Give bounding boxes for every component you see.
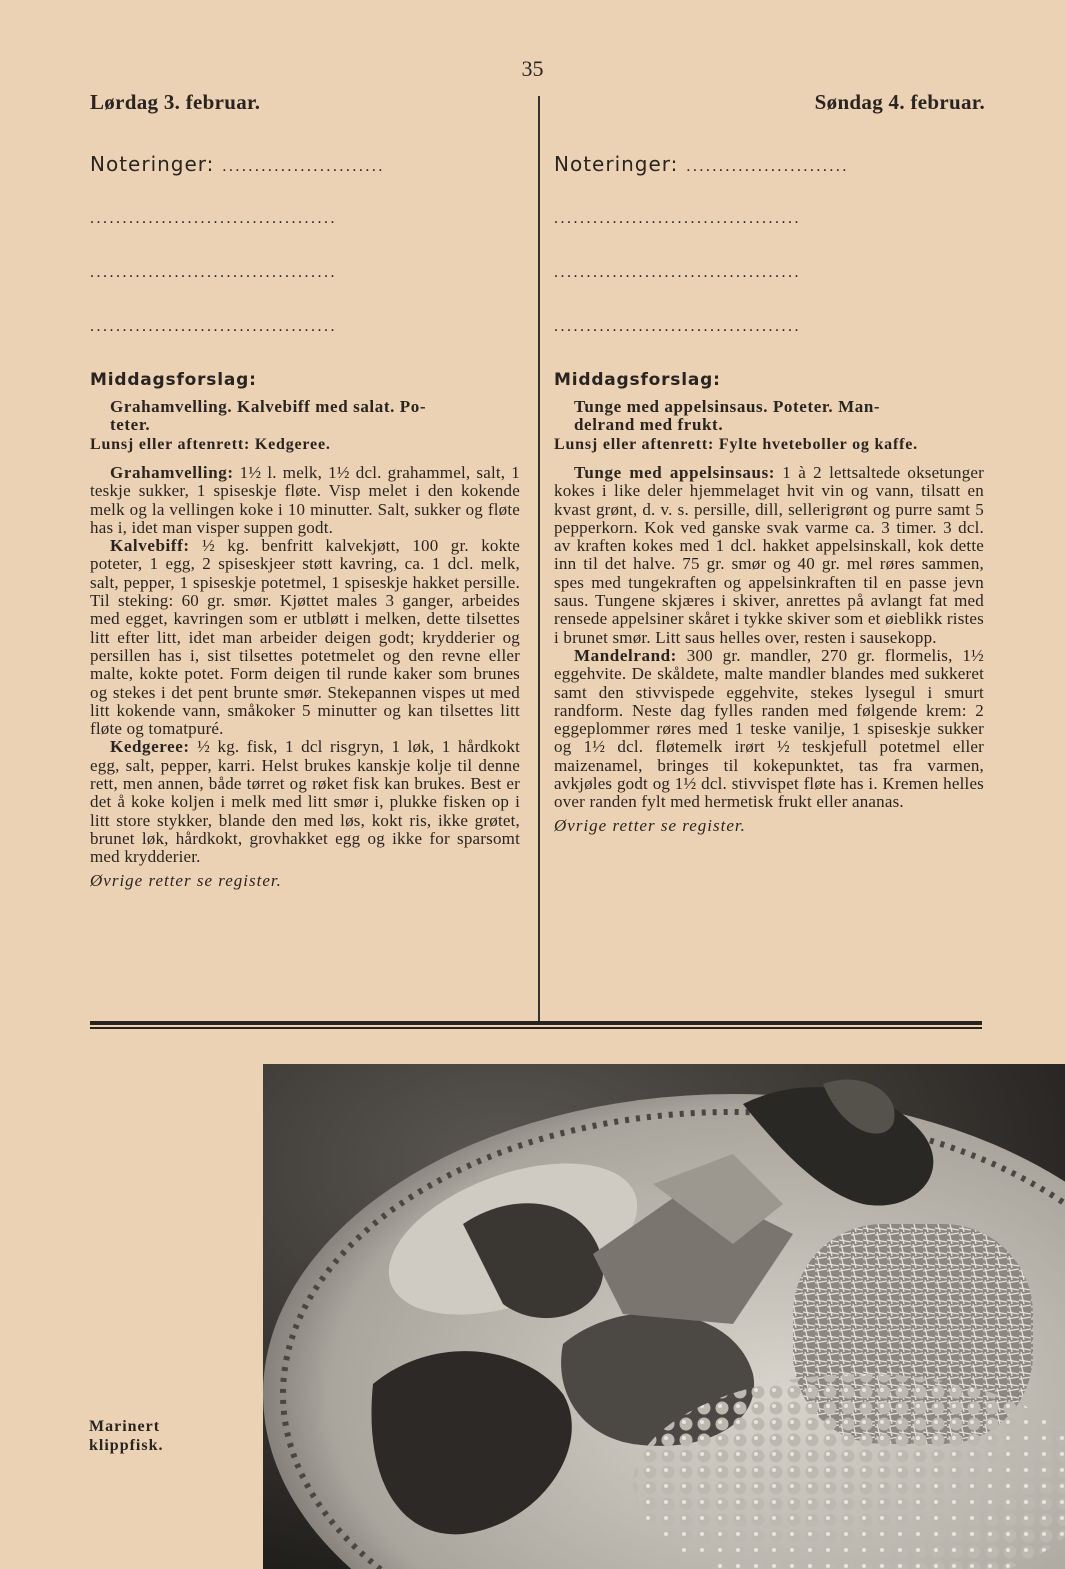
suggestion-line: delrand med frukt. [574,415,724,434]
day-title-right: Søndag 4. februar. [814,90,985,114]
recipe-heading: Grahamvelling: [110,463,234,482]
recipe-paragraph [554,464,984,647]
other-dishes-note-right: Øvrige retter se register. [554,815,746,835]
lunch-suggestion-left: Lunsj eller aftenrett: Kedgeree. [90,436,331,453]
recipe-paragraph [90,738,520,866]
page-number: 35 [521,56,544,81]
menu-right [554,370,984,836]
notes-line: ...................................... [554,264,801,281]
suggestion-line: Grahamvelling. Kalvebiff med salat. Po- [110,397,427,416]
caption-line: Marinert [89,1418,161,1435]
notes-left [90,146,520,336]
menu-left [90,370,520,891]
notes-line: ...................................... [554,210,801,227]
dinner-suggestion-right [554,398,984,434]
recipe-heading: Kedgeree: [110,737,190,757]
recipe-text: 1½ l. melk, 1½ dcl. grahammel, salt, 1 teskje sukker, 1 spiseskje fløte. Visp melet i den kokende melk og la vellingen koke i 10 minutter. Salt, sukker og fløte has i, idet man visper suppen godt. [90,463,520,537]
caption-line: klippfisk. [89,1437,164,1454]
suggestion-line: Tunge med appelsinsaus. Poteter. Man- [574,397,881,416]
notes-line: ...................................... [90,264,337,281]
recipe-text: 300 gr. mandler, 270 gr. flormelis, 1½ eggehvite. De skåldete, malte mandler blandes med sukkeret samt den stivvispede eggehvite, stekes lysegul i smurt randform. Neste dag fylles randen med følgende krem: 2 eggeplommer røres med 1 teske vanilje, 1 spiseskje sukker og 1½ dcl. fløtemelk irørt ½ teskjefull potetmel eller maizenamel, bringes til kokepunktet, tas fra varmen, avkjøles godt og 1½ dcl. stivvispet fløte has i. Kremen helles over randen fylt med hermetisk frukt eller ananas. [554,645,984,812]
dish-photo-illustration [263,1064,1065,1569]
middag-label-right: Middagsforslag: [554,370,721,390]
divider-rule-thick [90,1021,982,1025]
column-divider [538,96,540,1021]
lunch-suggestion-right: Lunsj eller aftenrett: Fylte hveteboller og kaffe. [554,436,918,453]
recipe-heading: Tunge med appelsinsaus: [574,463,776,482]
recipe-text: 1 à 2 lettsaltede oksetunger kokes i like deler hjemmelaget hvit vin og vann, tilsatt en kvast grønt, d. v. s. persille, dill, sellerigrønt og purre samt 5 pepperkorn. Kok ved ganske svak varme ca. 3 timer. 3 dcl. av kraften kokes med 1 dcl. hakket appelsinskall, kok dette inn til det halve. 75 gr. smør og 40 gr. mel røres sammen, spes med tungekraften og appelsinkraften til en passe jevn saus. Tungene skjæres i skiver, anrettes på avlangt fat med rensede appelsiner skåret i tykke skiver som et øieblikk ristes i brunet smør. Litt saus helles over, resten i sausekopp. [554,463,985,647]
recipe-heading: Mandelrand: [574,645,677,665]
other-dishes-note-left: Øvrige retter se register. [90,870,282,890]
recipes-left [90,464,520,867]
suggestion-line: teter. [110,415,151,434]
recipe-paragraph [90,537,520,738]
recipe-text: ½ kg. benfritt kalvekjøtt, 100 gr. kokte poteter, 1 egg, 2 spiseskjeer støtt kavring, ca. 1 dcl. melk, salt, pepper, 1 spiseskje potetmel, 1 spiseskje hakket persille. Til steking: 60 gr. smør. Kjøttet males 3 ganger, arbeides med egget, kavringen som er utbløtt i melken, dette tilsettes litt efter litt, idet man arbeider deigen godt; krydderier og persillen has i, sist tilsettes potetmelet og den revne eller malte, kokte potet. Form deigen til runde kaker som brunes og stekes i det pent brunte smør. Stekepannen vispes ut med litt kokende vann, småkoker 5 minutter og kan tilsettes litt fløte og tomatpuré. [90,536,520,739]
recipe-paragraph [90,464,520,537]
notes-line: ...................................... [554,318,801,335]
recipe-paragraph [554,647,984,812]
notes-line: ...................................... [90,210,337,227]
photo-caption [89,1417,163,1455]
notes-label-right: Noteringer: [554,152,679,176]
recipes-right [554,464,984,812]
recipe-text: ½ kg. fisk, 1 dcl risgryn, 1 løk, 1 hårdkokt egg, salt, pepper, karri. Helst brukes kanskje kolje til denne rett, men annen, både tørret og røket fisk kan brukes. Best er det å koke koljen i melk med litt smør i, plukke fisken op i litt store stykker, blande den med løs, kokt ris, ikke grøtet, brunet løk, hårdkokt, grovhakket egg og ikke for sparsomt med krydderier. [90,737,520,867]
dish-photo [263,1064,1065,1569]
day-title-left: Lørdag 3. februar. [90,90,261,114]
notes-dots: ......................... [222,158,385,175]
notes-line: ...................................... [90,318,337,335]
notes-label-left: Noteringer: [90,152,215,176]
notes-dots: ......................... [686,158,849,175]
divider-rule-thin [90,1027,982,1029]
middag-label-left: Middagsforslag: [90,370,257,390]
recipe-heading: Kalvebiff: [110,536,190,556]
notes-right [554,146,984,336]
dinner-suggestion-left [90,398,520,434]
